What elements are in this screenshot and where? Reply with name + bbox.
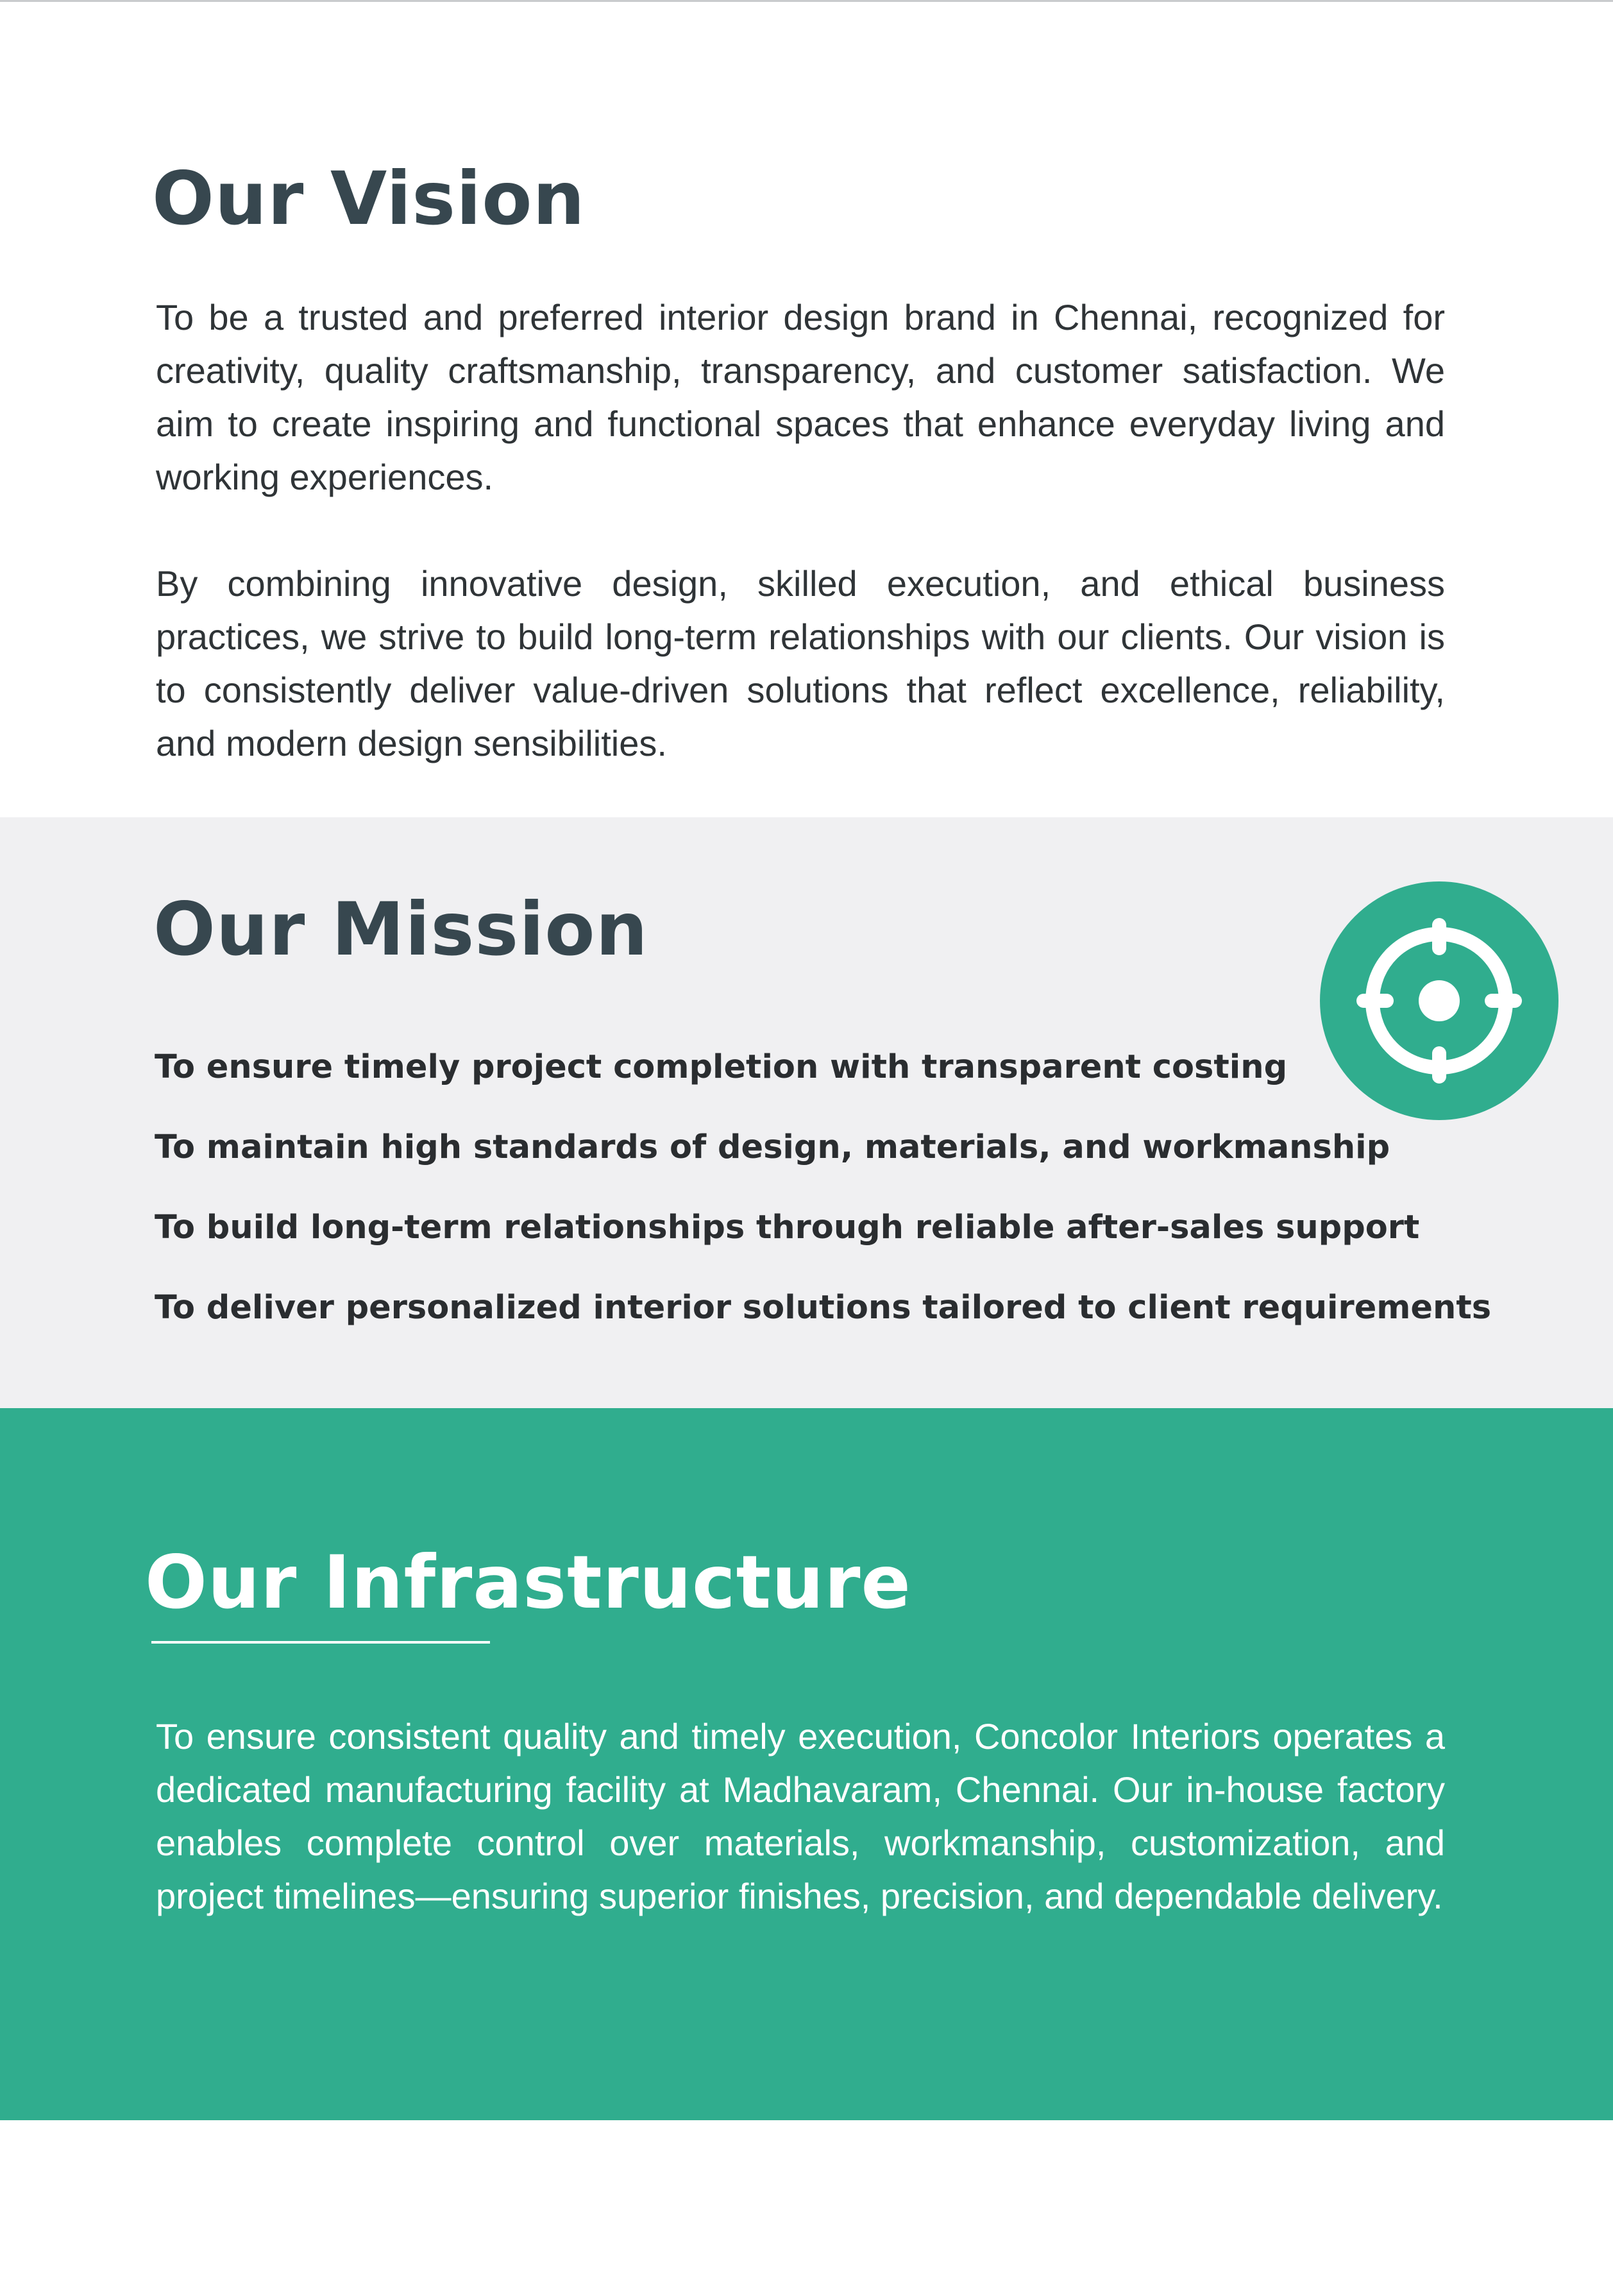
mission-item: To maintain high standards of design, materials, and workmanship bbox=[155, 1128, 1390, 1166]
mission-item: To ensure timely project completion with transparent costing bbox=[155, 1048, 1288, 1086]
vision-section bbox=[0, 2, 1613, 817]
infrastructure-title: Our Infrastructure bbox=[145, 1540, 911, 1625]
mission-section bbox=[0, 817, 1613, 1408]
mission-title: Our Mission bbox=[153, 887, 648, 972]
infrastructure-body bbox=[156, 1710, 1445, 1923]
mission-item: To build long-term relationships through reliable after-sales support bbox=[155, 1209, 1420, 1246]
vision-paragraph-1: To be a trusted and preferred interior design brand in Chennai, recognized for creativity, quality craftsmanship, transparency, and customer satisfaction. We aim to create inspiring and functional spaces that enhance everyday living and working experiences. bbox=[156, 297, 1445, 497]
mission-item: To deliver personalized interior solutions tailored to client requirements bbox=[155, 1289, 1492, 1327]
infrastructure-paragraph: To ensure consistent quality and timely execution, Concolor Interiors operates a dedicated manufacturing facility at Madhavaram, Chennai. Our in-house factory enables complete control over materials, workmanship, customization, and project timelines—ensuring superior finishes, precision, and dependable delivery. bbox=[156, 1716, 1445, 1916]
vision-paragraph-2: By combining innovative design, skilled execution, and ethical business practices, we strive to build long-term relationships with our clients. Our vision is to consistently deliver value-driven solutions that reflect excellence, reliability, and modern design sensibilities. bbox=[156, 563, 1445, 763]
mission-list bbox=[155, 1048, 1491, 1369]
infrastructure-section bbox=[0, 1408, 1613, 2120]
title-underline bbox=[151, 1641, 490, 1644]
vision-title: Our Vision bbox=[152, 156, 586, 241]
vision-body bbox=[156, 291, 1445, 770]
